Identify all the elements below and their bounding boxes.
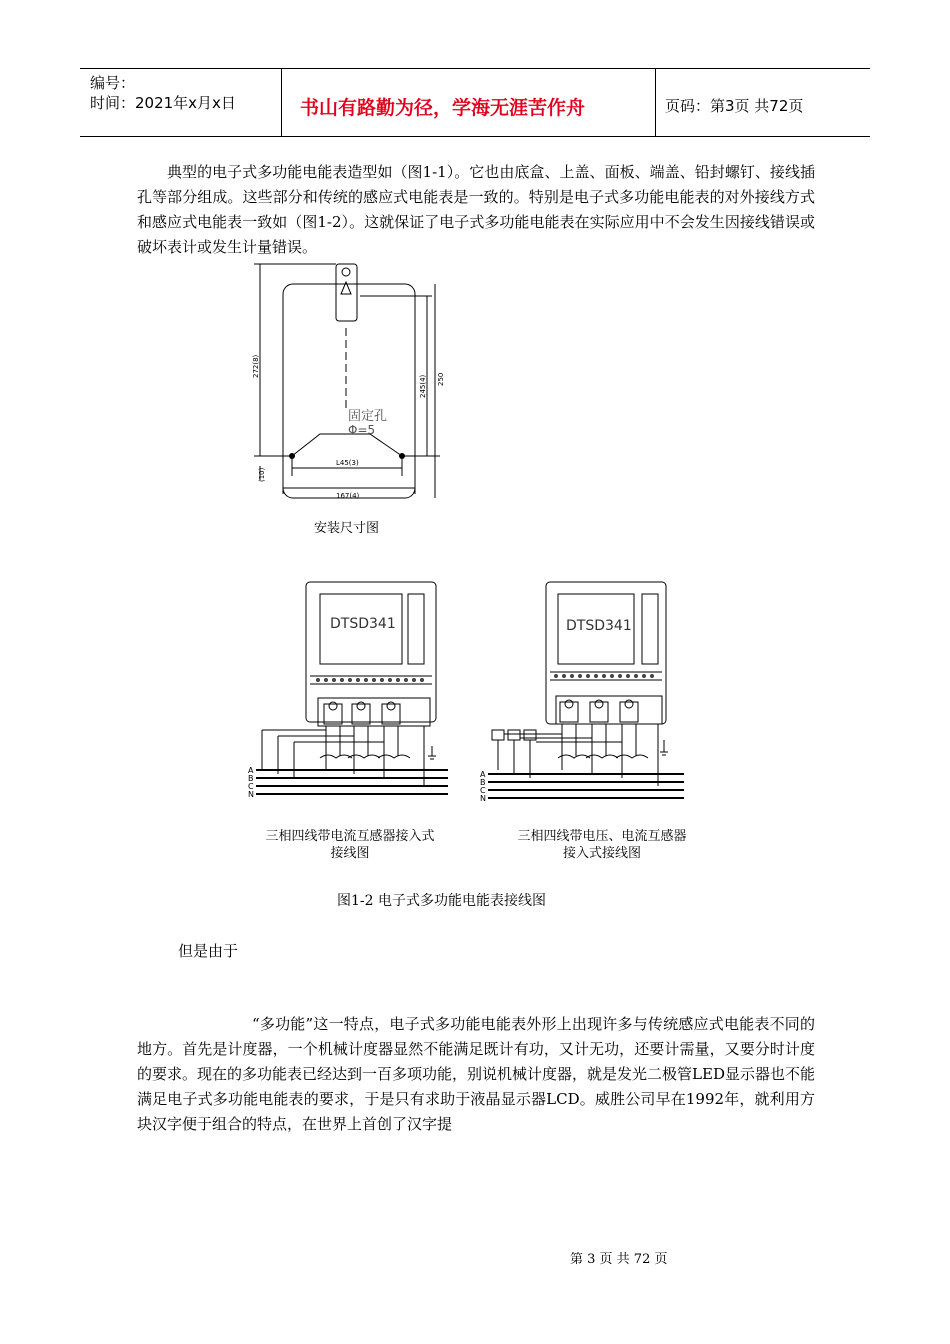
header-divider-left [281,68,282,136]
dimension-caption: 安装尺寸图 [314,521,380,536]
header-motto: 书山有路勤为径，学海无涯苦作舟 [300,97,586,119]
meter-model-left: DTSD341 [330,616,396,632]
wiring-right-caption [500,828,704,862]
dim-height-inner: 245(4) [419,374,427,398]
wiring-diagram-right [478,580,690,810]
header-page-info: 页码：第3页 共72页 [665,97,804,115]
phase-label-c: C [248,782,254,791]
header-divider-right [655,68,656,136]
body-paragraph [137,1012,815,1137]
intro-text: 典型的电子式多功能电能表造型如（图1-1）。它也由底盒、上盖、面板、端盖、铅封螺钉、接线插孔等部分组成。这些部分和传统的感应式电能表是一致的。特别是电子式多功能电能表的对外接线方式和感应式电能表一致如（图1-2）。这就保证了电子式多功能电能表在实际应用中不会发生因接线错误或破坏表计或发生计量错误。 [137,163,815,256]
dim-width-outer: 167(4) [336,492,360,500]
phase-label-b: B [480,778,486,787]
header-bottom-rule [80,136,870,137]
dim-small: (10) [258,467,266,482]
hole-size: Φ=5 [348,423,376,437]
meter-model-right: DTSD341 [566,618,632,634]
dim-width-inner: L45(3) [336,459,359,467]
dim-height-outer: 272(8) [252,354,260,378]
phase-label-a: A [480,770,486,779]
wiring-right-caption-line2: 接入式接线图 [562,846,641,861]
phase-label-a: A [248,766,254,775]
header-date: 时间：2021年x月x日 [90,94,236,112]
fixing-hole-left [289,453,295,459]
header-serial: 编号： [90,74,136,92]
phase-label-b: B [248,774,254,783]
wiring-left-caption [250,828,450,862]
wiring-left-caption-line1: 三相四线带电流互感器接入式 [265,829,435,844]
header-top-rule [80,68,870,69]
footer-page-number: 第 3 页 共 72 页 [570,1252,668,1267]
phase-label-c: C [480,786,486,795]
intro-paragraph [137,160,815,260]
phase-label-n: N [248,790,254,799]
wiring-diagram-left [248,580,458,810]
hole-label: 固定孔 [348,409,388,424]
short-line: 但是由于 [178,942,239,960]
dimension-figure [240,258,450,503]
phase-label-n: N [480,794,486,803]
dim-height-right: 250 [437,372,445,386]
wiring-left-caption-line2: 接线图 [330,846,370,861]
body-text: “多功能”这一特点，电子式多功能电能表外形上出现许多与传统感应式电能表不同的地方。首先是计度器，一个机械计度器显然不能满足既计有功，又计无功，还要计需量，又要分时计度的要求。现在的多功能表已经达到一百多项功能，别说机械计度器，就是发光二极管LED显示器也不能满足电子式多功能电能表的要求，于是只有求助于液晶显示器LCD。威胜公司早在1992年，就利用方块汉字便于组合的特点，在世界上首创了汉字提 [137,1015,815,1133]
fixing-hole-right [399,453,405,459]
wiring-right-caption-line1: 三相四线带电压、电流互感器 [517,829,687,844]
figure-caption: 图1-2 电子式多功能电能表接线图 [337,893,546,909]
